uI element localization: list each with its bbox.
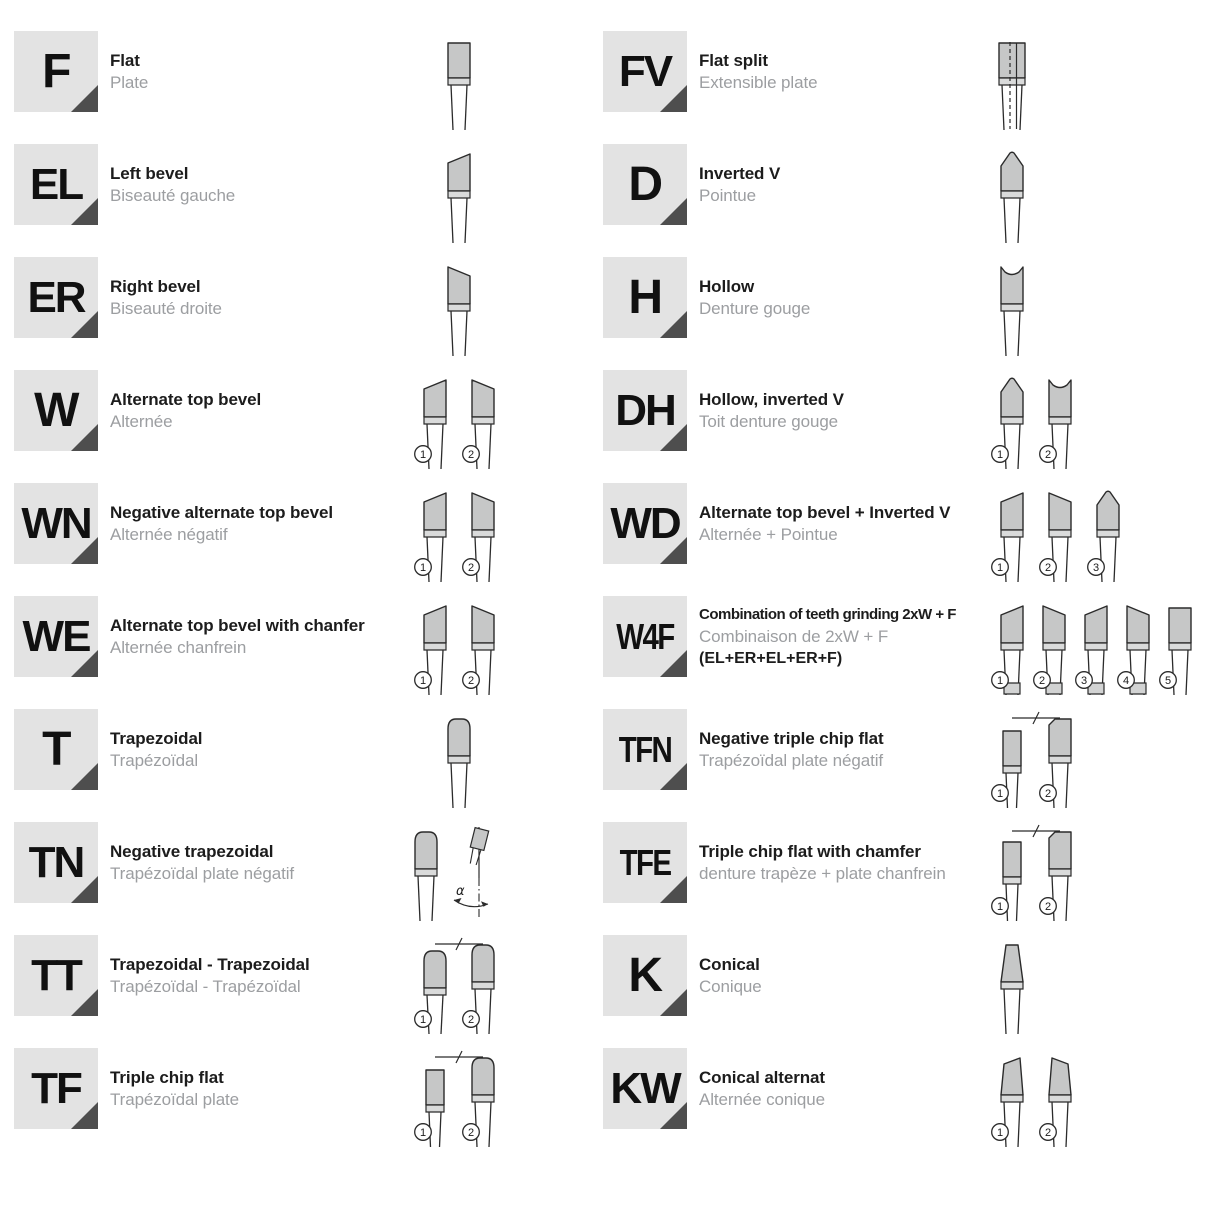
tooth-subtitle-fr: Trapézoïdal - Trapézoïdal bbox=[110, 976, 301, 996]
tooth-code-label: FV bbox=[618, 46, 672, 96]
tooth-subtitle-fr: Alternée chanfrein bbox=[110, 637, 247, 657]
tooth-number-label: 1 bbox=[419, 448, 426, 461]
tooth-subtitle-fr: Toit denture gouge bbox=[699, 411, 839, 431]
angle-alpha-label: α bbox=[455, 884, 465, 899]
tooth-type-text bbox=[699, 1048, 965, 1129]
tooth-profile-illustration bbox=[396, 596, 521, 687]
tooth-profile-svg bbox=[438, 712, 480, 812]
tooth-type-row bbox=[603, 1048, 1214, 1139]
tooth-subtitle-fr: Conique bbox=[699, 976, 762, 996]
corner-triangle-icon bbox=[660, 537, 687, 564]
tooth-subtitle-fr: Trapézoïdal bbox=[110, 750, 199, 770]
tooth-profile-illustration bbox=[977, 822, 1214, 913]
tooth-type-text bbox=[110, 935, 384, 1016]
tooth-type-text bbox=[699, 935, 965, 1016]
tooth-title-en: Hollow bbox=[699, 276, 755, 296]
tooth-profile-illustration bbox=[396, 31, 521, 112]
tooth-code-badge bbox=[14, 144, 98, 225]
tooth-profile-svg bbox=[438, 147, 480, 247]
tooth-profile-svg bbox=[991, 260, 1033, 360]
tooth-type-text bbox=[110, 709, 384, 790]
tooth-code-badge bbox=[14, 257, 98, 338]
corner-triangle-icon bbox=[660, 85, 687, 112]
tooth-type-text bbox=[699, 257, 965, 338]
tooth-type-row bbox=[14, 822, 521, 903]
tooth-profile-svg bbox=[414, 938, 504, 1038]
tooth-title-en: Conical alternat bbox=[699, 1067, 825, 1087]
tooth-type-text bbox=[699, 596, 965, 677]
corner-triangle-icon bbox=[660, 763, 687, 790]
tooth-subtitle-fr: Alternée bbox=[110, 411, 173, 431]
tooth-subtitle-fr: Pointue bbox=[699, 185, 756, 205]
tooth-number-label: 3 bbox=[1092, 561, 1100, 574]
corner-triangle-icon bbox=[660, 989, 687, 1016]
tooth-profile-illustration bbox=[396, 822, 521, 903]
tooth-subtitle-fr: Trapézoïdal plate négatif bbox=[699, 750, 883, 770]
tooth-type-row bbox=[14, 370, 521, 461]
tooth-title-en: Triple chip flat with chamfer bbox=[699, 841, 921, 861]
tooth-code-badge bbox=[14, 31, 98, 112]
tooth-type-row bbox=[14, 596, 521, 687]
corner-triangle-icon bbox=[71, 311, 98, 338]
tooth-number-label: 2 bbox=[1044, 900, 1052, 913]
tooth-profile-svg bbox=[991, 1051, 1081, 1151]
tooth-code-label: ER bbox=[27, 272, 85, 322]
tooth-subtitle-fr: Biseauté droite bbox=[110, 298, 222, 318]
tooth-number-label: 3 bbox=[1080, 674, 1088, 687]
tooth-type-text bbox=[699, 822, 965, 903]
tooth-code-label: EL bbox=[29, 159, 83, 209]
tooth-profile-svg bbox=[414, 1051, 504, 1151]
tooth-number-label: 2 bbox=[467, 561, 474, 574]
tooth-profile-illustration bbox=[977, 483, 1214, 574]
tooth-subtitle-fr: Biseauté gauche bbox=[110, 185, 236, 205]
tooth-number-label: 2 bbox=[467, 1126, 474, 1139]
tooth-type-row bbox=[14, 1048, 521, 1139]
tooth-subtitle-fr: denture trapèze + plate chanfrein bbox=[699, 863, 946, 883]
tooth-subtitle-fr: Denture gouge bbox=[699, 298, 811, 318]
tooth-title-en: Conical bbox=[699, 954, 760, 974]
tooth-number-label: 1 bbox=[419, 1126, 426, 1139]
tooth-title-en: Negative alternate top bevel bbox=[110, 502, 333, 522]
legend-column-left bbox=[14, 31, 521, 1161]
tooth-type-row bbox=[603, 709, 1214, 800]
tooth-number-label: 2 bbox=[467, 1013, 474, 1026]
tooth-profile-svg bbox=[438, 260, 480, 360]
tooth-type-row bbox=[603, 31, 1214, 112]
corner-triangle-icon bbox=[71, 876, 98, 903]
tooth-number-label: 1 bbox=[996, 561, 1004, 574]
tooth-profile-svg bbox=[991, 938, 1033, 1038]
tooth-title-en: Combination of teeth grinding 2xW + F bbox=[699, 605, 956, 623]
tooth-type-row bbox=[603, 822, 1214, 913]
tooth-code-label: TF bbox=[31, 1063, 81, 1113]
tooth-type-row bbox=[603, 935, 1214, 1016]
tooth-profile-svg bbox=[405, 825, 513, 925]
tooth-number-label: 1 bbox=[419, 561, 426, 574]
tooth-type-text bbox=[699, 31, 965, 112]
corner-triangle-icon bbox=[71, 763, 98, 790]
tooth-number-label: 4 bbox=[1122, 674, 1130, 687]
tooth-number-label: 1 bbox=[996, 787, 1004, 800]
tooth-type-text bbox=[699, 370, 965, 451]
tooth-number-label: 1 bbox=[419, 1013, 426, 1026]
tooth-profile-illustration bbox=[977, 596, 1214, 687]
tooth-type-row bbox=[603, 144, 1214, 225]
corner-triangle-icon bbox=[660, 1102, 687, 1129]
tooth-code-label: TFN bbox=[618, 728, 672, 770]
tooth-profile-illustration bbox=[977, 935, 1214, 1016]
tooth-code-badge bbox=[603, 483, 687, 564]
tooth-code-label: WD bbox=[610, 498, 680, 548]
tooth-type-row bbox=[14, 144, 521, 225]
tooth-subtitle-fr: Plate bbox=[110, 72, 149, 92]
tooth-subtitle-fr: Alternée + Pointue bbox=[699, 524, 838, 544]
tooth-code-label: H bbox=[628, 270, 662, 324]
tooth-profile-svg bbox=[438, 34, 480, 134]
tooth-number-label: 1 bbox=[996, 1126, 1004, 1139]
tooth-profile-svg bbox=[991, 34, 1033, 134]
tooth-code-label: D bbox=[628, 157, 662, 211]
tooth-title-en: Flat bbox=[110, 50, 140, 70]
tooth-type-row bbox=[14, 31, 521, 112]
tooth-type-text bbox=[110, 1048, 384, 1129]
tooth-profile-illustration bbox=[396, 709, 521, 790]
tooth-number-label: 2 bbox=[1044, 561, 1052, 574]
corner-triangle-icon bbox=[660, 424, 687, 451]
tooth-code-badge bbox=[603, 144, 687, 225]
tooth-type-row bbox=[603, 483, 1214, 574]
tooth-number-label: 2 bbox=[1044, 448, 1052, 461]
tooth-number-label: 1 bbox=[996, 900, 1004, 913]
tooth-number-label: 2 bbox=[1038, 674, 1046, 687]
tooth-profile-illustration bbox=[396, 1048, 521, 1139]
tooth-profile-illustration bbox=[396, 483, 521, 574]
tooth-type-text bbox=[110, 257, 384, 338]
tooth-profile-svg bbox=[991, 712, 1081, 812]
tooth-code-label: TT bbox=[31, 950, 81, 1000]
tooth-title-en: Negative trapezoidal bbox=[110, 841, 274, 861]
hook-angle-diagram bbox=[454, 827, 489, 919]
tooth-number-label: 2 bbox=[467, 448, 474, 461]
tooth-code-badge bbox=[603, 935, 687, 1016]
tooth-type-text bbox=[110, 144, 384, 225]
tooth-profile-svg bbox=[991, 373, 1081, 473]
tooth-subtitle-fr: Trapézoïdal plate bbox=[110, 1089, 240, 1109]
tooth-title-en: Alternate top bevel + Inverted V bbox=[699, 502, 951, 522]
tooth-title-en: Trapezoidal - Trapezoidal bbox=[110, 954, 310, 974]
corner-triangle-icon bbox=[71, 198, 98, 225]
tooth-profile-illustration bbox=[396, 935, 521, 1026]
tooth-profile-illustration bbox=[977, 144, 1214, 225]
corner-triangle-icon bbox=[71, 85, 98, 112]
corner-triangle-icon bbox=[660, 650, 687, 677]
tooth-number-label: 1 bbox=[419, 674, 426, 687]
tooth-profile-svg bbox=[414, 486, 504, 586]
tooth-profile-svg bbox=[414, 373, 504, 473]
tooth-profile-illustration bbox=[396, 257, 521, 338]
tooth-profile-svg bbox=[991, 599, 1201, 699]
tooth-type-row bbox=[14, 709, 521, 790]
tooth-subtitle-fr: Combinaison de 2xW + F bbox=[699, 626, 889, 646]
tooth-profile-illustration bbox=[396, 370, 521, 461]
tooth-note: (EL+ER+EL+ER+F) bbox=[699, 649, 843, 667]
tooth-title-en: Left bevel bbox=[110, 163, 189, 183]
tooth-code-label: TFE bbox=[619, 841, 671, 883]
tooth-code-badge bbox=[603, 257, 687, 338]
tooth-code-label: F bbox=[42, 44, 70, 98]
tooth-code-label: TN bbox=[28, 837, 84, 887]
tooth-type-text bbox=[110, 822, 384, 903]
tooth-code-badge bbox=[603, 1048, 687, 1129]
tooth-code-badge bbox=[603, 31, 687, 112]
tooth-code-label: WN bbox=[21, 498, 91, 548]
tooth-profile-svg bbox=[991, 486, 1129, 586]
tooth-title-en: Alternate top bevel bbox=[110, 389, 262, 409]
tooth-title-en: Trapezoidal bbox=[110, 728, 203, 748]
tooth-subtitle-fr: Alternée conique bbox=[699, 1089, 825, 1109]
tooth-code-label: WE bbox=[22, 611, 90, 661]
tooth-code-badge bbox=[14, 370, 98, 451]
tooth-type-row bbox=[603, 370, 1214, 461]
tooth-subtitle-fr: Alternée négatif bbox=[110, 524, 228, 544]
tooth-profile-illustration bbox=[977, 257, 1214, 338]
tooth-title-en: Flat split bbox=[699, 50, 768, 70]
tooth-code-label: T bbox=[42, 722, 70, 776]
tooth-type-row bbox=[14, 257, 521, 338]
tooth-type-text bbox=[110, 596, 384, 677]
tooth-type-row bbox=[14, 935, 521, 1026]
tooth-type-row bbox=[14, 483, 521, 574]
tooth-title-en: Hollow, inverted V bbox=[699, 389, 844, 409]
tooth-profile-illustration bbox=[977, 709, 1214, 800]
tooth-type-text bbox=[110, 31, 384, 112]
tooth-code-label: W4F bbox=[616, 615, 674, 657]
tooth-type-text bbox=[699, 144, 965, 225]
tooth-profile-illustration bbox=[977, 31, 1214, 112]
corner-triangle-icon bbox=[71, 1102, 98, 1129]
tooth-number-label: 5 bbox=[1164, 674, 1172, 687]
tooth-code-badge bbox=[603, 596, 687, 677]
corner-triangle-icon bbox=[71, 989, 98, 1016]
tooth-code-badge bbox=[603, 709, 687, 790]
tooth-profile-svg bbox=[991, 147, 1033, 247]
tooth-type-row bbox=[603, 257, 1214, 338]
tooth-type-row bbox=[603, 596, 1214, 687]
tooth-code-badge bbox=[14, 709, 98, 790]
tooth-title-en: Inverted V bbox=[699, 163, 781, 183]
corner-triangle-icon bbox=[71, 537, 98, 564]
legend-column-right bbox=[603, 31, 1214, 1161]
tooth-title-en: Alternate top bevel with chanfer bbox=[110, 615, 365, 635]
tooth-code-label: W bbox=[34, 383, 78, 437]
tooth-subtitle-fr: Trapézoïdal plate négatif bbox=[110, 863, 294, 883]
tooth-number-label: 2 bbox=[1044, 1126, 1052, 1139]
tooth-profile-svg bbox=[991, 825, 1081, 925]
tooth-profile-illustration bbox=[977, 370, 1214, 461]
tooth-code-badge bbox=[14, 935, 98, 1016]
tooth-number-label: 2 bbox=[1044, 787, 1052, 800]
tooth-code-badge bbox=[603, 822, 687, 903]
tooth-type-text bbox=[699, 483, 965, 564]
tooth-code-badge bbox=[14, 596, 98, 677]
tooth-code-label: DH bbox=[615, 385, 675, 435]
corner-triangle-icon bbox=[71, 650, 98, 677]
tooth-title-en: Right bevel bbox=[110, 276, 201, 296]
tooth-type-text bbox=[699, 709, 965, 790]
tooth-profile-illustration bbox=[396, 144, 521, 225]
tooth-number-label: 1 bbox=[996, 674, 1004, 687]
tooth-code-badge bbox=[14, 1048, 98, 1129]
tooth-number-label: 1 bbox=[996, 448, 1004, 461]
corner-triangle-icon bbox=[660, 876, 687, 903]
tooth-type-text bbox=[110, 370, 384, 451]
tooth-title-en: Negative triple chip flat bbox=[699, 728, 884, 748]
corner-triangle-icon bbox=[660, 311, 687, 338]
tooth-profile-illustration bbox=[977, 1048, 1214, 1139]
tooth-number-label: 2 bbox=[467, 674, 474, 687]
tooth-code-badge bbox=[603, 370, 687, 451]
corner-triangle-icon bbox=[660, 198, 687, 225]
tooth-code-badge bbox=[14, 822, 98, 903]
tooth-code-badge bbox=[14, 483, 98, 564]
tooth-title-en: Triple chip flat bbox=[110, 1067, 224, 1087]
tooth-profile-svg bbox=[414, 599, 504, 699]
tooth-subtitle-fr: Extensible plate bbox=[699, 72, 818, 92]
corner-triangle-icon bbox=[71, 424, 98, 451]
tooth-code-label: K bbox=[628, 948, 662, 1002]
tooth-code-label: KW bbox=[610, 1063, 680, 1113]
tooth-type-text bbox=[110, 483, 384, 564]
